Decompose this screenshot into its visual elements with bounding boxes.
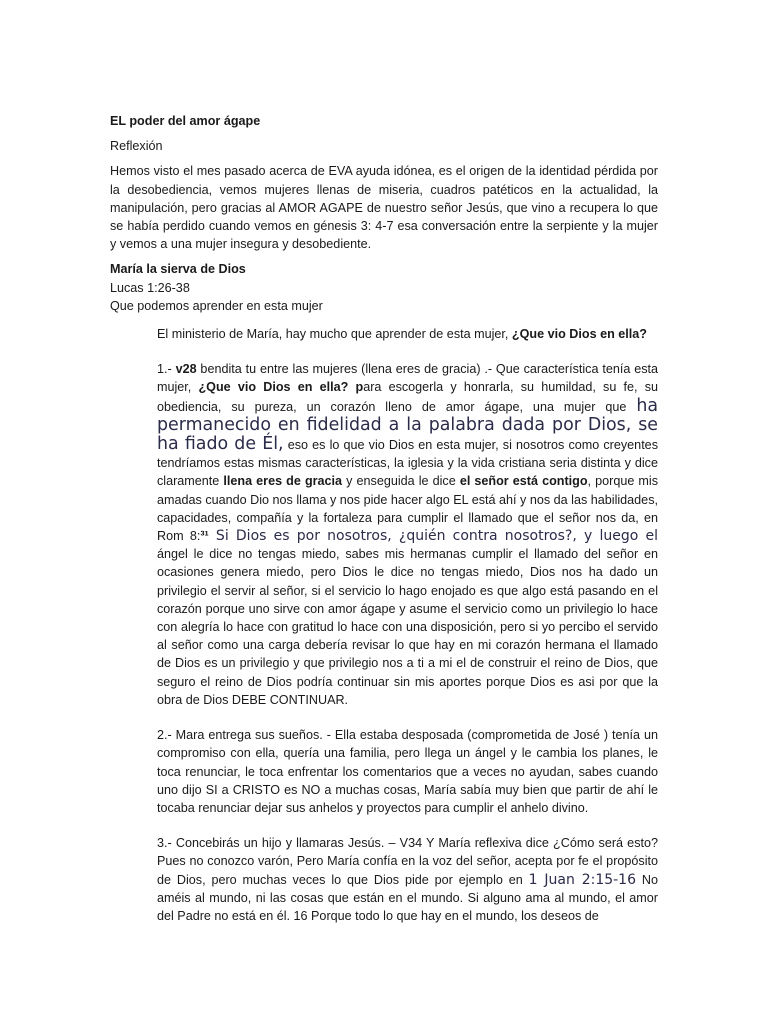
- bible-reference: Lucas 1:26-38: [110, 280, 190, 295]
- question-line: Que podemos aprender en esta mujer: [110, 298, 323, 313]
- p3-text-1: 3.- Concebirás un hijo y llamaras Jesús. – V34 Y María reflexiva dice ¿Cómo será esto? Pues no conozco varón, Pero María confía en la voz del señor, acepta por fe el propósito de Dios, pero muchas veces lo que Dios pide por ejemplo en: [157, 836, 658, 887]
- p1-text-4: y enseguida le dice: [342, 474, 460, 489]
- p1-bold-lord: el señor está contigo: [459, 474, 588, 489]
- ministry-text: El ministerio de María, hay mucho que aprender de esta mujer,: [157, 327, 512, 342]
- p1-bold-grace: llena eres de gracia: [223, 474, 343, 489]
- document-title: EL poder del amor ágape: [110, 114, 261, 128]
- p3-text-2: No améis al mundo, ni las cosas que están en el mundo. Si alguno ama al mundo, el amor del Padre no está en él. 16 Porque todo lo que hay en el mundo, los deseos de: [157, 872, 658, 923]
- p1-question: ¿Que vio Dios en ella? p: [198, 380, 364, 395]
- p1-highlight: ha permanecido en fidelidad a la palabra dada por Dios, se ha fiado de Él,: [157, 395, 658, 455]
- p1-text-3: eso es lo que vio Dios en esta mujer, si nosotros como creyentes tendríamos estas mismas características, la iglesia y la vida cristiana seria distinta y dice claramente: [157, 438, 658, 489]
- p1-text-1: bendita tu entre las mujeres (llena eres de gracia) .- Que característica tenía esta mujer,: [157, 362, 658, 395]
- document-subtitle: Reflexión: [110, 139, 163, 154]
- intro-paragraph: Hemos visto el mes pasado acerca de EVA ayuda idónea, es el origen de la identidad pérdida por la desobediencia, vemos mujeres llenas de miseria, cuadros patéticos en la actualidad, la manipulación, pero gracias al AMOR AGAPE de nuestro señor Jesús, que vino a recupera lo que se había perdido cuando vemos en génesis 3: 4-7 esa conversación entre la serpiente y la mujer y vemos a una mujer insegura y desobediente.: [110, 164, 658, 252]
- section-title: María la sierva de Dios: [110, 262, 246, 277]
- p1-quote: Si Dios es por nosotros, ¿quién contra nosotros?, y luego el: [208, 528, 658, 545]
- p1-number: 1.-: [157, 362, 176, 377]
- ministry-paragraph: [157, 325, 658, 343]
- p1-text-6: ángel le dice no tengas miedo, sabes mis hermanas cumplir el llamado del señor en ocasiones genera miedo, pero Dios le dice no tengas miedo, Dios nos ha dado un privilegio el servir al señor, si el servicio lo hago enojado es que algo está pasando en el corazón porque uno sirve con amor ágape y asume el servicio como un privilegio lo hace con alegría lo hace con gratitud lo hace con una disposición, pero si yo percibo el servido al señor como una carga debería revisar lo que hay en mi corazón hermana el llamado de Dios es un privilegio y que privilegio nos a ti a mi el de construir el reino de Dios, que seguro el reino de Dios podría continuar sin mis aportes porque Dios es asi por que la obra de Dios DEBE CONTINUAR.: [157, 547, 658, 707]
- ministry-question: ¿Que vio Dios en ella?: [511, 327, 647, 342]
- p3-reference: 1 Juan 2:15-16: [528, 871, 636, 888]
- p1-verse: v28: [175, 362, 197, 377]
- p1-superscript: ³¹: [200, 529, 209, 544]
- p1-text-5: , porque mis amadas cuando Dio nos llama y nos pide hacer algo EL está ahí y nos da las habilidades, capacidades, compañía y la fortaleza para cumplir el llamado que el señor nos da, en Rom 8:: [157, 474, 659, 544]
- document-page: [110, 112, 658, 925]
- p1-text-2: ara escogerla y honrarla, su humildad, su fe, su obediencia, su pureza, un corazón lleno de amor ágape, una mujer que: [157, 380, 658, 414]
- point-3-paragraph: [157, 834, 658, 925]
- point-1-paragraph: [157, 360, 658, 709]
- point-2-paragraph: 2.- Mara entrega sus sueños. - Ella estaba desposada (comprometida de José ) tenía un compromiso con ella, quería una familia, pero llega un ángel y le cambia los planes, le toca renunciar, le toca enfrentar los comentarios que a veces no ayudan, sabes cuando uno dijo SI a CRISTO es NO a muchas cosas, María sabía muy bien que partir de ahí le tocaba renunciar dejar sus anhelos y proyectos para cumplir el anhelo divino.: [157, 728, 658, 815]
